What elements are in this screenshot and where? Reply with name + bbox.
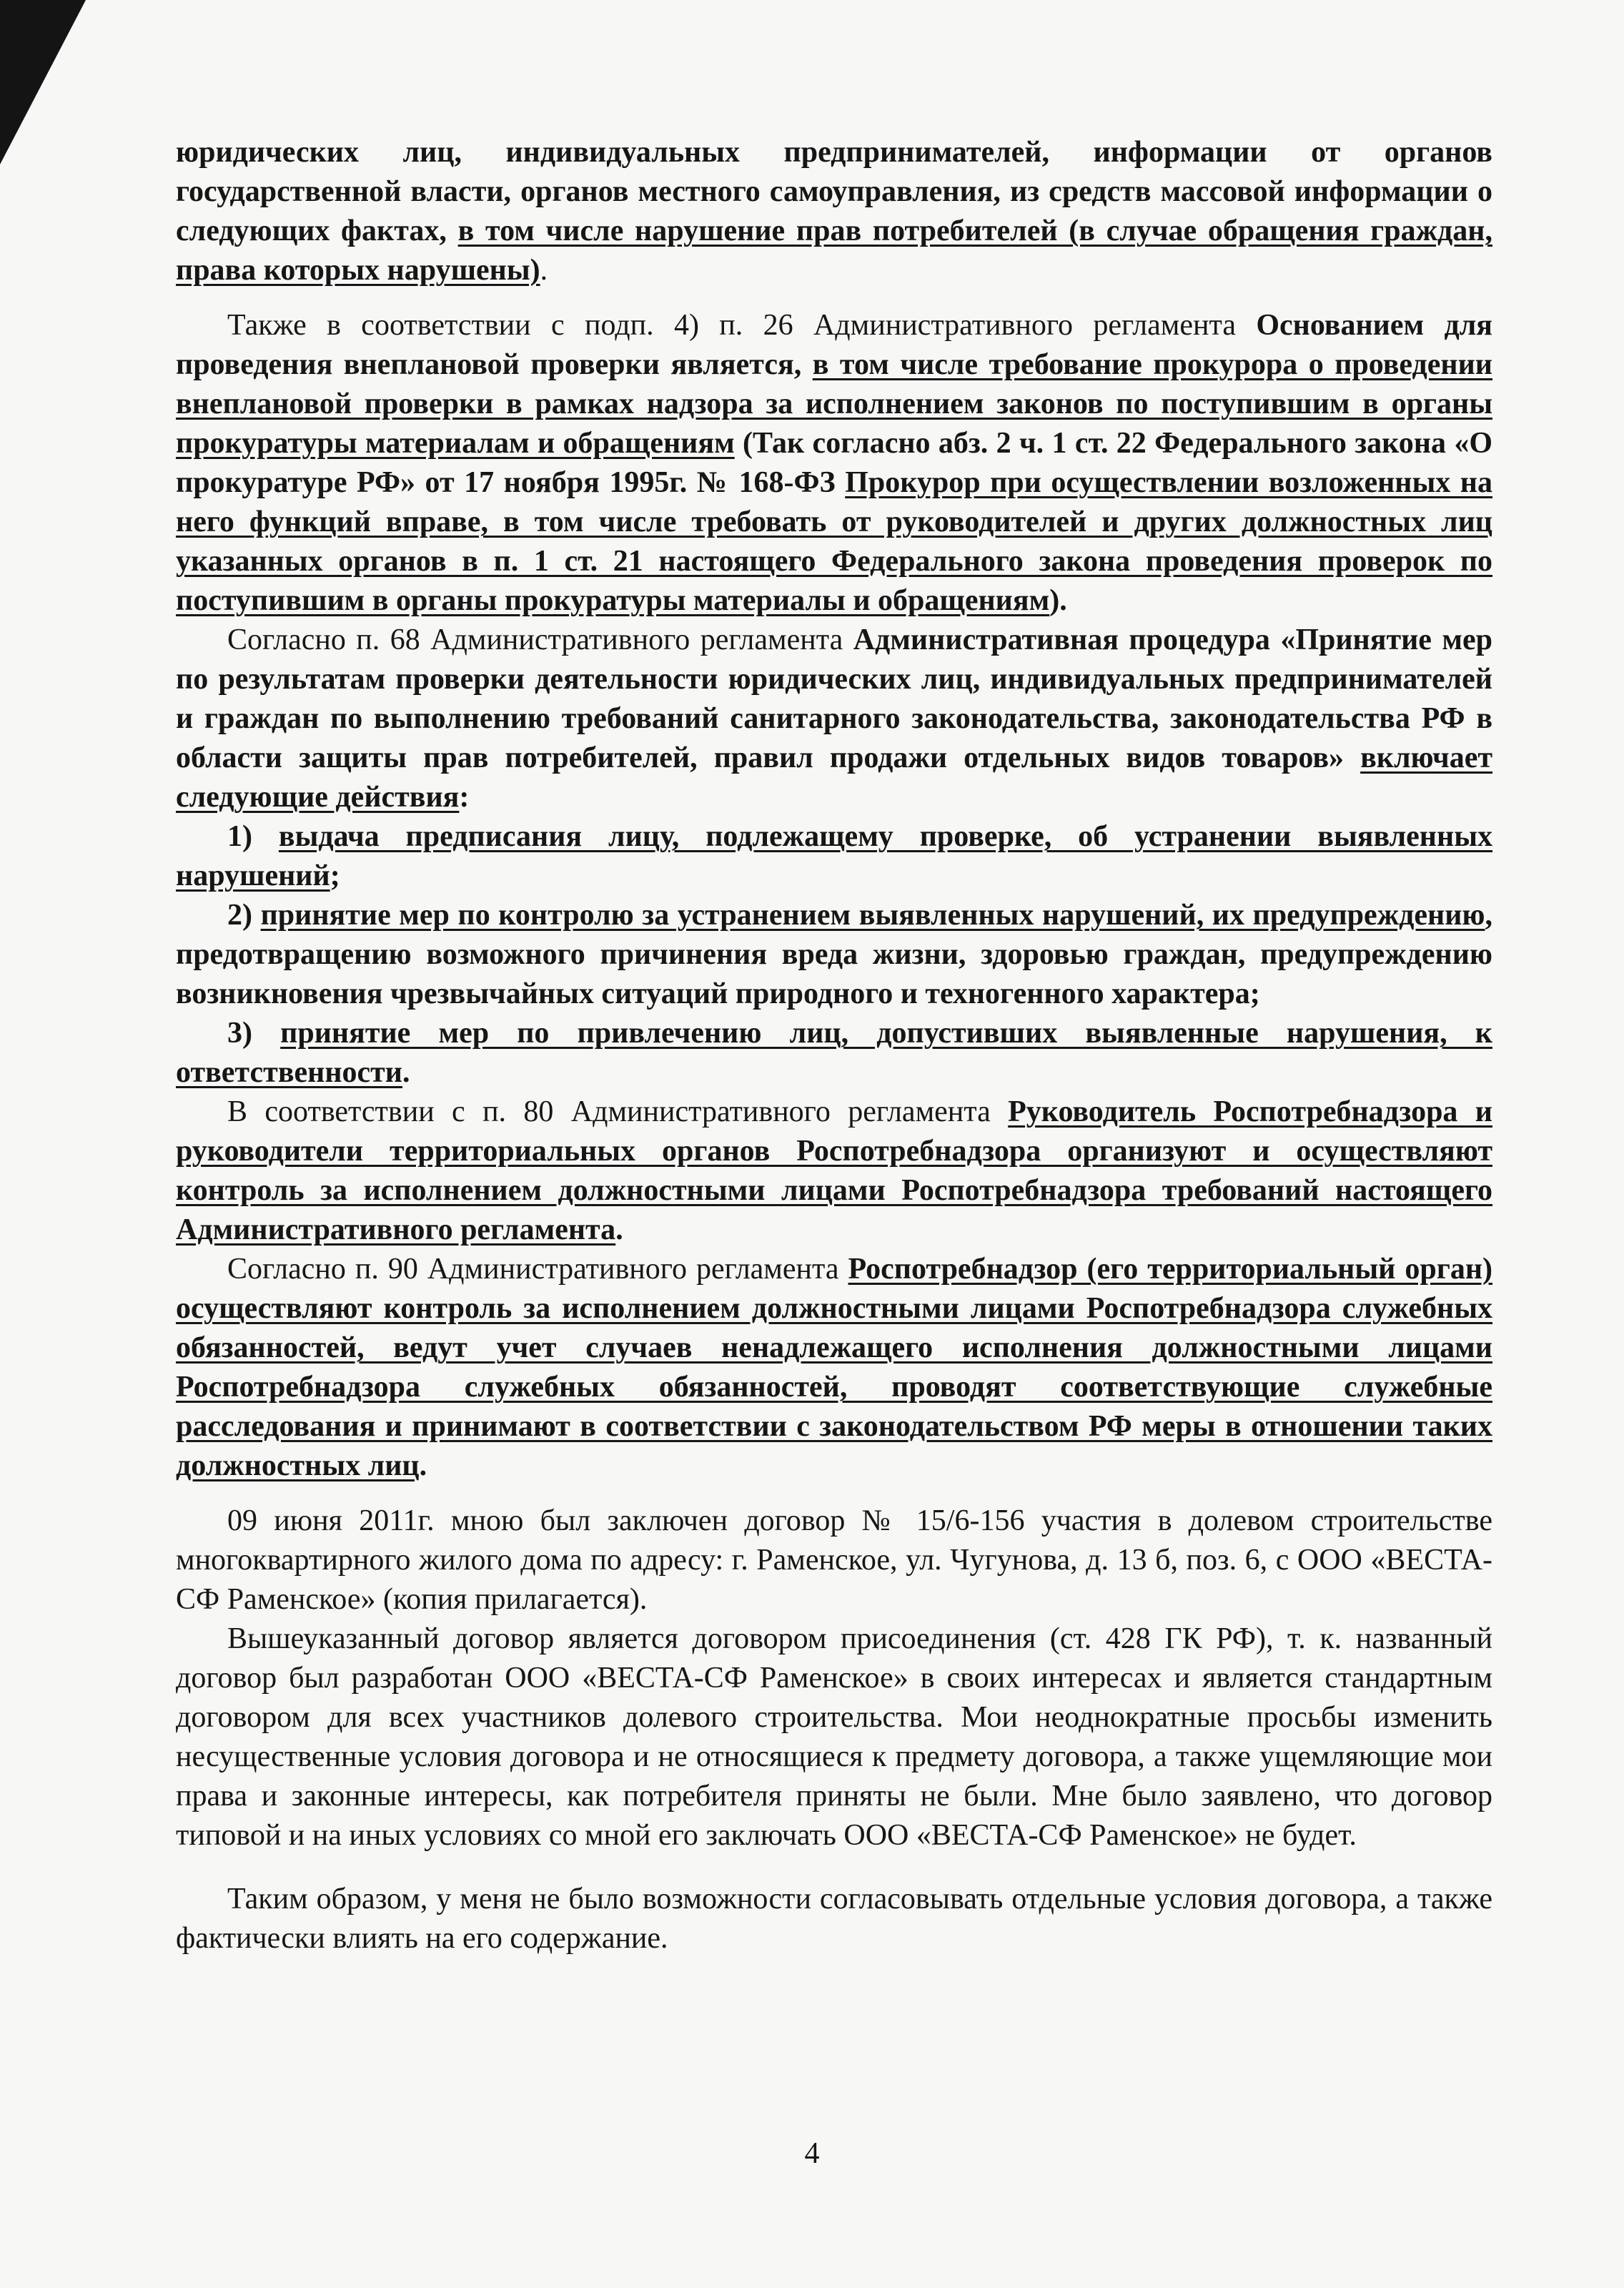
paragraph-3: Согласно п. 68 Административного регламента Административная процедура «Принятие мер по результатам проверки деятельности юридических лиц, индивидуальных предпринимателей и граждан по выполнению требований санитарного законодательства, законодательства РФ в области защиты прав потребителей, правил продажи отдельных видов товаров» включает следующие действия: <box>176 623 1493 814</box>
paragraph-4: В соответствии с п. 80 Административного регламента Руководитель Роспотребнадзора и руководители территориальных органов Роспотребнадзора организуют и осуществляют контроль за исполнением должностными лицами Роспотребнадзора требований настоящего Административного регламента. <box>176 1095 1492 1246</box>
p2-intro: Также в соответствии с подп. 4) п. 26 Административного регламента <box>227 309 1257 342</box>
p2-bold: Основанием для проведения внеплановой проверки является, <box>176 309 1492 381</box>
item2-rest: , предотвращению возможного причинения вреда жизни, здоровью граждан, предупреждению возникновения чрезвычайных ситуаций природного и техногенного характера; <box>176 899 1492 1010</box>
p1-underlined: в том числе нарушение прав потребителей (в случае обращения граждан, права которых нарушены) <box>176 214 1492 287</box>
p4-underlined: Руководитель Роспотребнадзора и руководители территориальных органов Роспотребнадзора организуют и осуществляют контроль за исполнением должностными лицами Роспотребнадзора требований настоящего Административного регламента <box>176 1095 1492 1246</box>
p3-underlined: включает следующие действия <box>176 741 1492 814</box>
p2-underlined: в том числе требование прокурора о проведении внеплановой проверки в рамках надзора за исполнением законов по поступившим в органы прокуратуры материалам и обращениям <box>176 348 1492 460</box>
scan-corner-shadow <box>0 0 86 164</box>
p3-intro: Согласно п. 68 Административного регламента <box>227 623 853 656</box>
p3-procedure: Административная процедура «Принятие мер по результатам проверки деятельности юридических лиц, индивидуальных предпринимателей и граждан по выполнению требований санитарного законодательства, законодательства РФ в области защиты прав потребителей, правил продажи отдельных видов товаров» <box>176 623 1493 774</box>
item2-underlined: принятие мер по контролю за устранением выявленных нарушений, их предупреждению <box>260 899 1485 932</box>
paragraph-7: Вышеуказанный договор является договором присоединения (ст. 428 ГК РФ), т. к. названный договор был разработан ООО «ВЕСТА-СФ Раменское» в своих интересах и является стандартным договором для всех участников долевого строительства. Мои неоднократные просьбы изменить несущественные условия договора и не относящиеся к предмету договора, а также ущемляющие мои права и законные интересы, как потребителя приняты не были. Мне было заявлено, что договор типовой и на иных условиях со мной его заключать ООО «ВЕСТА-СФ Раменское» не будет. <box>176 1622 1492 1852</box>
paragraph-1: юридических лиц, индивидуальных предпринимателей, информации от органов государственной власти, органов местного самоуправления, из средств массовой информации о следующих фактах, в том числе нарушение прав потребителей (в случае обращения граждан, права которых нарушены). <box>176 136 1492 287</box>
document-body <box>176 133 1492 1958</box>
paragraph-5: Согласно п. 90 Административного регламента Роспотребнадзор (его территориальный орган) осуществляют контроль за исполнением должностными лицами Роспотребнадзора служебных обязанностей, ведут учет случаев ненадлежащего исполнения должностными лицами Роспотребнадзора служебных обязанностей, проводят соответствующие служебные расследования и принимают в соответствии с законодательством РФ меры в отношении таких должностных лиц. <box>176 1253 1492 1482</box>
list-item-3: 3) принятие мер по привлечению лиц, допустивших выявленные нарушения, к ответственности. <box>176 1017 1492 1089</box>
item1-underlined: выдача предписания лицу, подлежащему проверке, об устранении выявленных нарушений <box>176 820 1492 892</box>
paragraph-8: Таким образом, у меня не было возможности согласовывать отдельные условия договора, а также фактически влиять на его содержание. <box>176 1883 1492 1955</box>
item3-underlined: принятие мер по привлечению лиц, допустивших выявленные нарушения, к ответственности <box>176 1017 1492 1089</box>
list-item-1: 1) выдача предписания лицу, подлежащему проверке, об устранении выявленных нарушений; <box>176 820 1492 892</box>
p5-underlined: Роспотребнадзор (его территориальный орган) осуществляют контроль за исполнением должностными лицами Роспотребнадзора служебных обязанностей, ведут учет случаев ненадлежащего исполнения должностными лицами Роспотребнадзора служебных обязанностей, проводят соответствующие служебные расследования и принимают в соответствии с законодательством РФ меры в отношении таких должностных лиц <box>176 1253 1492 1482</box>
page-number: 4 <box>804 2137 820 2170</box>
paragraph-6: 09 июня 2011г. мною был заключен договор № 15/6-156 участия в долевом строительстве многоквартирного жилого дома по адресу: г. Раменское, ул. Чугунова, д. 13 б, поз. 6, с ООО «ВЕСТА-СФ Раменское» (копия прилагается). <box>176 1504 1492 1616</box>
p5-intro: Согласно п. 90 Административного регламента <box>227 1253 848 1286</box>
paragraph-2: Также в соответствии с подп. 4) п. 26 Административного регламента Основанием для проведения внеплановой проверки является, в том числе требование прокурора о проведении внеплановой проверки в рамках надзора за исполнением законов по поступившим в органы прокуратуры материалам и обращениям (Так согласно абз. 2 ч. 1 ст. 22 Федерального закона «О прокуратуре РФ» от 17 ноября 1995г. № 168-ФЗ Прокурор при осуществлении возложенных на него функций вправе, в том числе требовать от руководителей и других должностных лиц указанных органов в п. 1 ст. 21 настоящего Федерального закона проведения проверок по поступившим в органы прокуратуры материалы и обращениям). <box>176 309 1493 617</box>
p1-bold: юридических лиц, индивидуальных предпринимателей, информации от органов государственной власти, органов местного самоуправления, из средств массовой информации о следующих фактах, <box>176 136 1492 247</box>
p2-reference: (Так согласно абз. 2 ч. 1 ст. 22 Федерального закона «О прокуратуре РФ» от 17 ноября 1995г. № 168-ФЗ <box>176 427 1493 499</box>
p4-intro: В соответствии с п. 80 Административного регламента <box>227 1095 1009 1128</box>
p2-quote-underlined: Прокурор при осуществлении возложенных на него функций вправе, в том числе требовать от руководителей и других должностных лиц указанных органов в п. 1 ст. 21 настоящего Федерального закона проведения проверок по поступившим в органы прокуратуры материалы и обращениям <box>176 466 1492 617</box>
list-item-2: 2) принятие мер по контролю за устранением выявленных нарушений, их предупреждению, предотвращению возможного причинения вреда жизни, здоровью граждан, предупреждению возникновения чрезвычайных ситуаций природного и техногенного характера; <box>176 899 1492 1010</box>
